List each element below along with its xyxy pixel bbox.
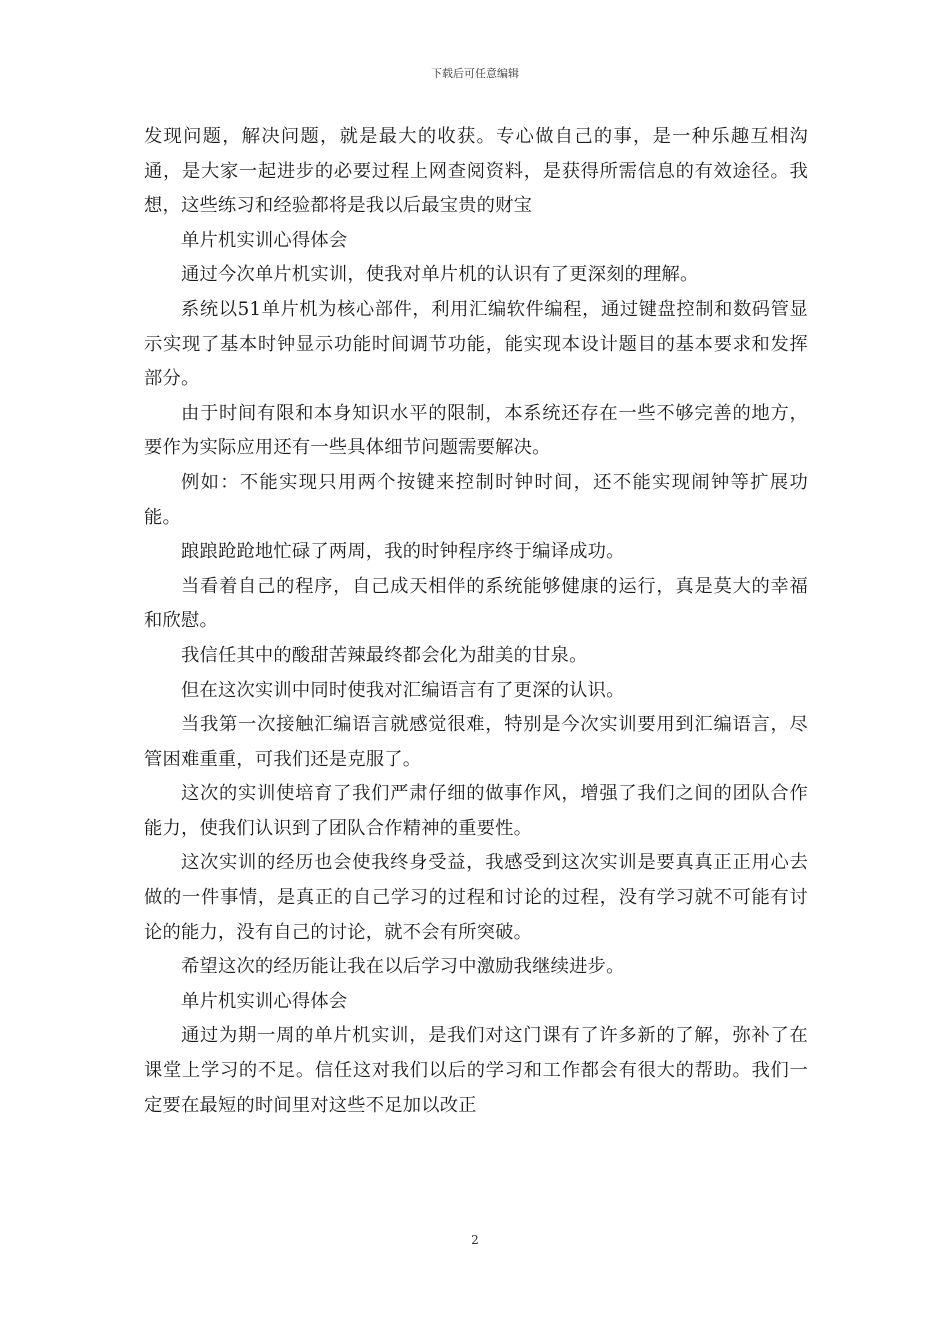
section-heading: 单片机实训心得体会 <box>181 229 348 251</box>
page-number: 2 <box>471 1233 479 1247</box>
paragraph: 这次的实训使培育了我们严肃仔细的做事作风，增强了我们之间的团队合作能力，使我们认识到了团队合作精神的重要性。 <box>144 783 808 839</box>
paragraph: 希望这次的经历能让我在以后学习中激励我继续进步。 <box>181 956 625 978</box>
paragraph: 这次实训的经历也会使我终身受益，我感受到这次实训是要真真正正用心去做的一件事情，是真正的自己学习的过程和讨论的过程，没有学习就不可能有讨论的能力，没有自己的讨论，就不会有所突破。 <box>144 852 808 943</box>
paragraph: 我信任其中的酸甜苦辣最终都会化为甜美的甘泉。 <box>181 644 588 666</box>
paragraph: 当我第一次接触汇编语言就感觉很难，特别是今次实训要用到汇编语言，尽管困难重重，可我们还是克服了。 <box>144 714 808 770</box>
paragraph: 通过为期一周的单片机实训，是我们对这门课有了许多新的了解，弥补了在课堂上学习的不足。信任这对我们以后的学习和工作都会有很大的帮助。我们一定要在最短的时间里对这些不足加以改正 <box>144 1025 808 1116</box>
section-heading: 单片机实训心得体会 <box>181 990 348 1012</box>
paragraph: 发现问题，解决问题，就是最大的收获。专心做自己的事，是一种乐趣互相沟通，是大家一起进步的必要过程上网查阅资料，是获得所需信息的有效途径。我想，这些练习和经验都将是我以后最宝贵的财宝 <box>144 126 808 217</box>
page-header: 下载后可任意编辑 <box>431 67 519 80</box>
paragraph: 由于时间有限和本身知识水平的限制，本系统还存在一些不够完善的地方，要作为实际应用还有一些具体细节问题需要解决。 <box>144 402 808 459</box>
paragraph: 系统以51单片机为核心部件，利用汇编软件编程，通过键盘控制和数码管显示实现了基本时钟显示功能时间调节功能，能实现本设计题目的基本要求和发挥部分。 <box>144 298 808 390</box>
paragraph: 踉踉跄跄地忙碌了两周，我的时钟程序终于编译成功。 <box>181 541 625 563</box>
paragraph: 例如：不能实现只用两个按键来控制时钟时间，还不能实现闹钟等扩展功能。 <box>144 471 808 528</box>
paragraph: 通过今次单片机实训，使我对单片机的认识有了更深刻的理解。 <box>181 264 699 286</box>
document-body <box>144 120 808 1123</box>
paragraph: 当看着自己的程序，自己成天相伴的系统能够健康的运行，真是莫大的幸福和欣慰。 <box>144 575 808 632</box>
paragraph: 但在这次实训中同时使我对汇编语言有了更深的认识。 <box>181 679 625 701</box>
